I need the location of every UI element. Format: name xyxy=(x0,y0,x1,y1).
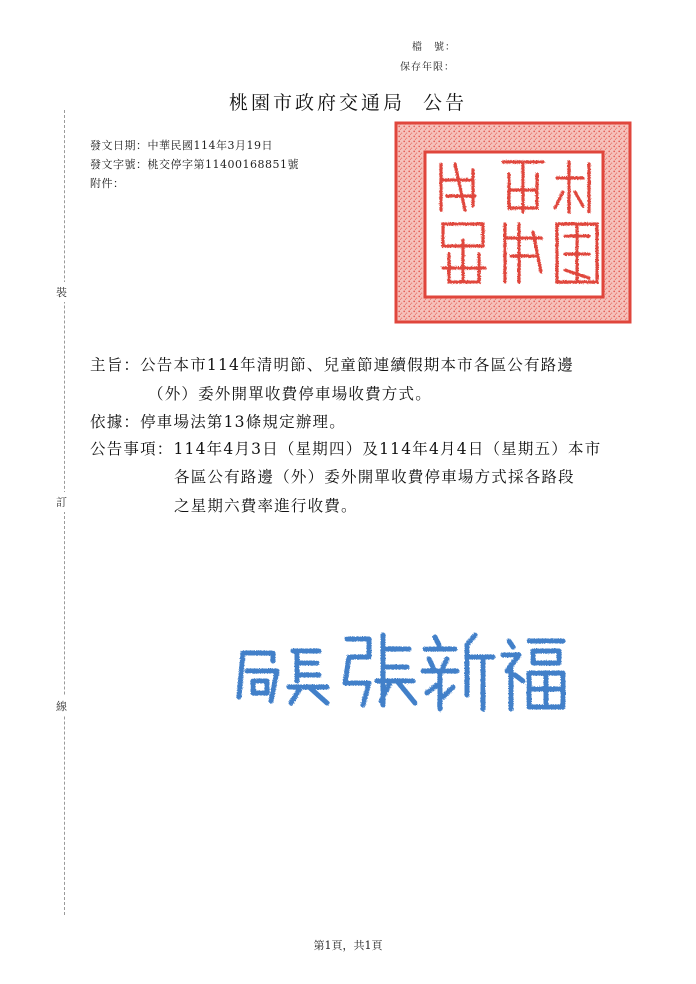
document-number: 發文字號：桃交停字第11400168851號 xyxy=(90,158,299,171)
page-title xyxy=(0,88,696,115)
announcement-items-line: 公告事項：114年4月3日（星期四）及114年4月4日（星期五）本市 xyxy=(90,440,602,458)
subject-line: 主旨：公告本市114年清明節、兒童節連續假期本市各區公有路邊 xyxy=(90,356,575,374)
official-seal-stamp xyxy=(393,120,633,325)
basis-line: 依據：停車場法第13條規定辦理。 xyxy=(90,413,346,431)
director-signature-stamp xyxy=(225,615,575,725)
subject-line-continued: （外）委外開單收費停車場收費方式。 xyxy=(148,385,432,403)
announcement-items-end: 之星期六費率進行收費。 xyxy=(174,497,358,515)
document-type: 公告 xyxy=(423,92,468,114)
announcement-items-continued: 各區公有路邊（外）委外開單收費停車場方式採各路段 xyxy=(174,468,575,486)
binding-mark-xian: 線 xyxy=(56,696,67,716)
attachment-label: 附件： xyxy=(90,177,125,190)
issue-date: 發文日期：中華民國114年3月19日 xyxy=(90,139,273,152)
file-number-label: 檔 號： xyxy=(412,42,456,53)
binding-mark-ding: 訂 xyxy=(56,492,67,512)
retention-period-label: 保存年限： xyxy=(400,62,455,73)
page-number: 第1頁，共1頁 xyxy=(313,939,383,952)
binding-mark-zhuang: 裝 xyxy=(56,282,67,302)
issuing-agency: 桃園市政府交通局 xyxy=(228,92,405,114)
binding-margin-line xyxy=(64,110,65,915)
